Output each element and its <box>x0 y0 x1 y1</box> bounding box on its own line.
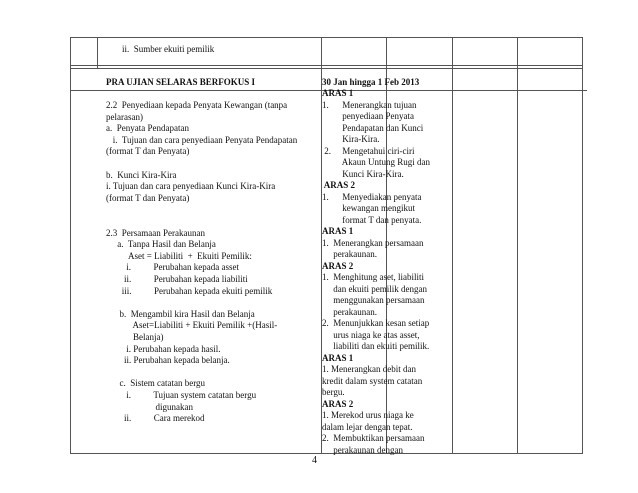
topic-line: Belanja) <box>106 332 164 342</box>
outcome-line: liabiliti dan ekuiti pemilik. <box>322 341 430 351</box>
outcome-line: 2. Mengetahui ciri-ciri <box>322 145 415 156</box>
column-divider <box>517 38 518 453</box>
topic-line: Aset=Liabiliti + Ekuiti Pemilik +(Hasil- <box>106 320 278 331</box>
outcome-line: 1. Merekod urus niaga ke <box>322 410 414 420</box>
topic-line: pelarasan) <box>106 111 143 122</box>
topic-line: i. Tujuan dan cara penyediaan Penyata Pendapatan <box>106 134 298 145</box>
level-heading: ARAS 2 <box>322 180 356 190</box>
outcome-line: Kunci Kira-Kira. <box>322 168 404 179</box>
outcome-line: perakaunan. <box>322 306 377 317</box>
outcome-line: menggunakan persamaan <box>322 295 425 305</box>
topic-line: ii. Perubahan kepada belanja. <box>106 355 230 366</box>
topic-line: iii. Perubahan kepada ekuiti pemilik <box>106 285 273 296</box>
outcome-line: bergu. <box>322 387 345 397</box>
outcome-line: dalam lejar dengan tepat. <box>322 421 413 432</box>
topic-line: a. Penyata Pendapatan <box>106 123 189 134</box>
topic-line: Aset = Liabiliti + Ekuiti Pemilik: <box>106 250 252 261</box>
topic-line: ii. Cara merekod <box>106 413 205 424</box>
outcome-line: Akaun Untung Rugi dan <box>322 157 430 167</box>
topic-line: digunakan <box>106 401 193 412</box>
outcome-line: perakaunan dengan <box>322 444 403 455</box>
level-heading: ARAS 1 <box>322 352 354 363</box>
level-heading: ARAS 1 <box>322 88 354 98</box>
outcome-line: 1. Menyediakan penyata <box>322 191 422 202</box>
outcome-line: penyediaan Penyata <box>322 111 414 121</box>
level-heading: ARAS 1 <box>322 226 354 236</box>
outcome-line: dan ekuiti pemilik dengan <box>322 283 427 294</box>
page-number: 4 <box>312 455 317 466</box>
topic-line: 2.3 Persamaan Perakaunan <box>106 227 205 238</box>
topic-line: i. Perubahan kepada hasil. <box>106 343 221 354</box>
outcome-line: 2. Membuktikan persamaan <box>322 433 425 443</box>
row-divider <box>71 65 582 66</box>
topic-line: b. Kunci Kira-Kira <box>106 169 177 180</box>
outcome-line: urus niaga ke atas asset, <box>322 329 420 340</box>
level-heading: ARAS 2 <box>322 398 354 409</box>
level-heading: ARAS 2 <box>322 260 354 271</box>
outcome-line: format T dan penyata. <box>322 214 422 225</box>
topic-line: a. Tanpa Hasil dan Belanja <box>106 239 216 250</box>
topic-line: (format T dan Penyata) <box>106 192 190 203</box>
topic-line: b. Mengambil kira Hasil dan Belanja <box>106 308 255 319</box>
column-divider <box>452 38 453 453</box>
outcome-line: kewangan mengikut <box>322 203 415 213</box>
topic-line: i. Tujuan system catatan bergu <box>106 390 257 400</box>
topic-line: 2.2 Penyediaan kepada Penyata Kewangan (tanpa <box>106 100 288 110</box>
outcome-line: 1. Menghitung aset, liabiliti <box>322 272 424 282</box>
outcome-line: Pendapatan dan Kunci <box>322 122 424 133</box>
outcome-line: Kira-Kira. <box>322 134 380 144</box>
outcome-line: kredit dalam system catatan <box>322 375 423 386</box>
topic-line: i. Perubahan kepada asset <box>106 262 239 273</box>
topic-line: (format T dan Penyata) <box>106 146 190 157</box>
outcome-line: 1. Menerangkan persamaan <box>322 237 424 248</box>
top-row-text: ii. Sumber ekuiti pemilik <box>122 44 215 54</box>
outcome-line: 1. Menerangkan tujuan <box>322 99 417 110</box>
topic-line: i. Tujuan dan cara penyediaan Kunci Kira-Kira <box>106 181 276 192</box>
outcome-line: perakaunan. <box>322 249 377 259</box>
topic-line: c. Sistem catatan bergu <box>106 378 206 389</box>
outcome-line: 1. Menerangkan debit dan <box>322 364 416 374</box>
outcome-line: 2. Menunjukkan kesan setiap <box>322 318 430 328</box>
topic-line: ii. Perubahan kepada liabiliti <box>106 274 248 284</box>
header-date: 30 Jan hingga 1 Feb 2013 <box>322 77 420 87</box>
header-title: PRA UJIAN SELARAS BERFOKUS I <box>106 77 256 87</box>
